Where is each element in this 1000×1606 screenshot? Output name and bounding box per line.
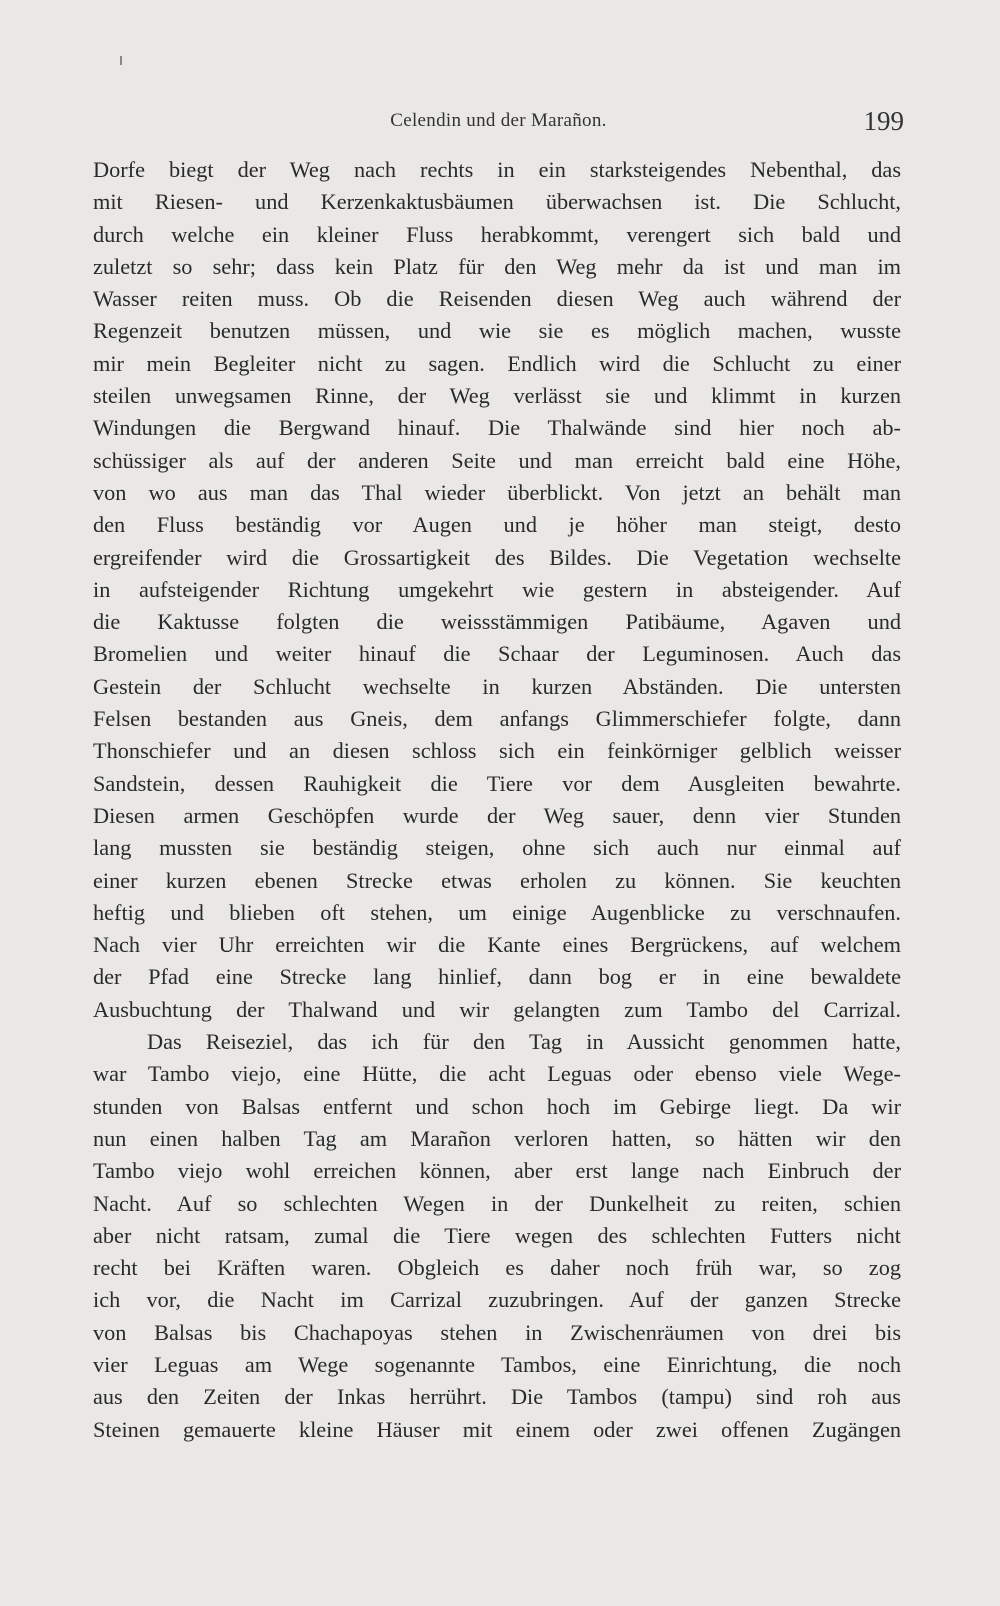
text-line: aber nicht ratsam, zumal die Tiere wegen des schlechten Futters nicht [93, 1222, 901, 1248]
text-line: vier Leguas am Wege sogenannte Tambos, eine Einrichtung, die noch [93, 1351, 901, 1377]
text-line: war Tambo viejo, eine Hütte, die acht Leguas oder ebenso viele Wege- [93, 1061, 901, 1087]
ink-speck [120, 56, 122, 65]
text-line: in aufsteigender Richtung umgekehrt wie gestern in absteigender. Auf [93, 576, 901, 602]
text-line: Thonschiefer und an diesen schloss sich ein feinkörniger gelblich weisser [93, 738, 901, 764]
text-line: zuletzt so sehr; dass kein Platz für den Weg mehr da ist und man im [93, 253, 901, 279]
text-line: von wo aus man das Thal wieder überblickt. Von jetzt an behält man [93, 479, 901, 505]
paragraph-start-line: Das Reiseziel, das ich für den Tag in Aussicht genommen hatte, [147, 1029, 901, 1055]
text-line: die Kaktusse folgten die weissstämmigen Patibäume, Agaven und [93, 609, 901, 635]
text-line: Regenzeit benutzen müssen, und wie sie es möglich machen, wusste [93, 318, 901, 344]
body-text [93, 154, 901, 1446]
text-line: Nach vier Uhr erreichten wir die Kante eines Bergrückens, auf welchem [93, 932, 901, 958]
text-line: Gestein der Schlucht wechselte in kurzen Abständen. Die untersten [93, 673, 901, 699]
text-line: ich vor, die Nacht im Carrizal zuzubringen. Auf der ganzen Strecke [93, 1287, 901, 1313]
text-line: aus den Zeiten der Inkas herrührt. Die Tambos (tampu) sind roh aus [93, 1384, 901, 1410]
text-line: Sandstein, dessen Rauhigkeit die Tiere vor dem Ausgleiten bewahrte. [93, 770, 901, 796]
text-line: Felsen bestanden aus Gneis, dem anfangs Glimmerschiefer folgte, dann [93, 706, 901, 732]
text-line: steilen unwegsamen Rinne, der Weg verlässt sie und klimmt in kurzen [93, 383, 901, 409]
text-line: Ausbuchtung der Thalwand und wir gelangten zum Tambo del Carrizal. [93, 996, 901, 1022]
page-number: 199 [863, 106, 904, 136]
text-line: Wasser reiten muss. Ob die Reisenden diesen Weg auch während der [93, 286, 901, 312]
chapter-running-title: Celendin und der Marañon. [390, 110, 607, 131]
text-line: den Fluss beständig vor Augen und je höher man steigt, desto [93, 512, 901, 538]
text-line: nun einen halben Tag am Marañon verloren hatten, so hätten wir den [93, 1125, 901, 1151]
text-line: Steinen gemauerte kleine Häuser mit einem oder zwei offenen Zugängen [93, 1416, 901, 1442]
text-line: Diesen armen Geschöpfen wurde der Weg sauer, denn vier Stunden [93, 802, 901, 828]
text-line: Bromelien und weiter hinauf die Schaar der Leguminosen. Auch das [93, 641, 901, 667]
text-line: recht bei Kräften waren. Obgleich es daher noch früh war, so zog [93, 1255, 901, 1281]
text-line: Dorfe biegt der Weg nach rechts in ein starksteigendes Nebenthal, das [93, 157, 901, 182]
text-line: Tambo viejo wohl erreichen können, aber erst lange nach Einbruch der [93, 1158, 901, 1184]
text-line: durch welche ein kleiner Fluss herabkommt, verengert sich bald und [93, 221, 901, 247]
text-line: heftig und blieben oft stehen, um einige Augenblicke zu verschnaufen. [93, 899, 901, 925]
text-line: mit Riesen- und Kerzenkaktusbäumen überwachsen ist. Die Schlucht, [93, 189, 901, 215]
text-line: Nacht. Auf so schlechten Wegen in der Dunkelheit zu reiten, schien [93, 1190, 901, 1216]
text-line: stunden von Balsas entfernt und schon hoch im Gebirge liegt. Da wir [93, 1093, 901, 1119]
text-line: mir mein Begleiter nicht zu sagen. Endlich wird die Schlucht zu einer [93, 350, 901, 376]
text-line: lang mussten sie beständig steigen, ohne sich auch nur einmal auf [93, 835, 901, 861]
text-line: schüssiger als auf der anderen Seite und man erreicht bald eine Höhe, [93, 447, 901, 473]
text-line: einer kurzen ebenen Strecke etwas erholen zu können. Sie keuchten [93, 867, 901, 893]
text-line: von Balsas bis Chachapoyas stehen in Zwischenräumen von drei bis [93, 1319, 901, 1345]
text-line: Windungen die Bergwand hinauf. Die Thalwände sind hier noch ab- [93, 415, 901, 441]
running-head [93, 106, 904, 140]
text-line: der Pfad eine Strecke lang hinlief, dann bog er in eine bewaldete [93, 964, 901, 990]
text-line: ergreifender wird die Grossartigkeit des Bildes. Die Vegetation wechselte [93, 544, 901, 570]
